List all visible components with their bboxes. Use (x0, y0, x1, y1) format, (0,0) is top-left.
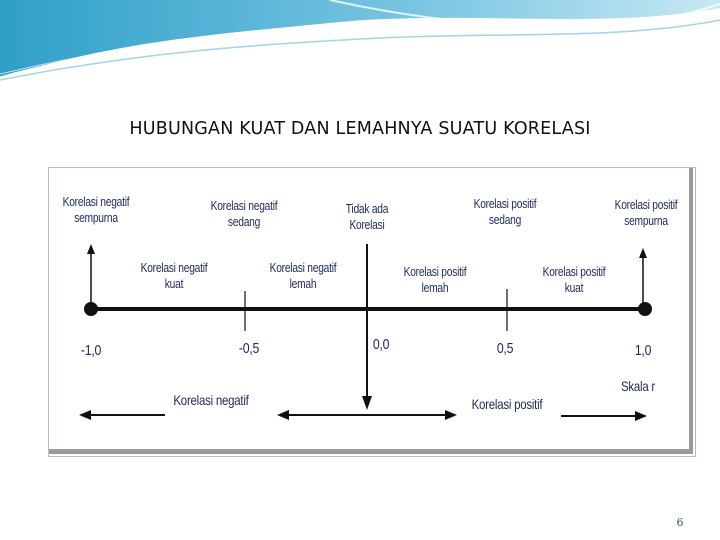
negative-range-label: Korelasi negatif (173, 392, 249, 408)
label-line: Korelasi (349, 218, 385, 232)
correlation-diagram (48, 167, 696, 457)
label-line: kuat (164, 277, 184, 291)
label-line: Korelasi negatif (210, 199, 278, 213)
endpoint-dot-right (638, 302, 652, 316)
label-negatif-lemah (260, 260, 347, 292)
slide-title: HUBUNGAN KUAT DAN LEMAHNYA SUATU KORELASI (129, 119, 591, 139)
tick-label-zero: 0,0 (372, 336, 390, 353)
label-positif-sedang (462, 196, 549, 228)
label-positif-sempurna (603, 197, 690, 229)
label-line: sempurna (624, 214, 668, 228)
label-line: Korelasi positif (473, 197, 537, 211)
tick-label-minus-one: -1,0 (80, 342, 102, 359)
label-line: Korelasi positif (403, 265, 467, 279)
label-positif-lemah (392, 264, 479, 296)
label-line: sedang (227, 215, 261, 229)
label-line: Korelasi positif (614, 198, 678, 212)
label-negatif-kuat (131, 260, 218, 292)
label-line: sempurna (74, 211, 118, 225)
label-tidak-ada-korelasi (334, 201, 400, 233)
header-wave-decoration (0, 0, 720, 90)
label-line: lemah (289, 277, 317, 291)
positive-range-label: Korelasi positif (471, 396, 543, 412)
scale-label: Skala r (620, 378, 656, 394)
label-line: Korelasi negatif (269, 261, 337, 275)
label-negatif-sempurna (53, 194, 140, 226)
label-line: sedang (488, 213, 522, 227)
label-line: kuat (564, 281, 584, 295)
tick-label-plus-half: 0,5 (496, 340, 514, 357)
label-positif-kuat (531, 264, 618, 296)
label-line: Korelasi positif (542, 265, 606, 279)
label-line: lemah (421, 281, 449, 295)
label-line: Tidak ada (345, 202, 389, 216)
label-negatif-sedang (201, 198, 288, 230)
label-line: Korelasi negatif (62, 195, 130, 209)
tick-label-minus-half: -0,5 (238, 340, 260, 357)
tick-label-plus-one: 1,0 (634, 342, 652, 359)
label-line: Korelasi negatif (140, 261, 208, 275)
page-number: 6 (676, 516, 684, 529)
